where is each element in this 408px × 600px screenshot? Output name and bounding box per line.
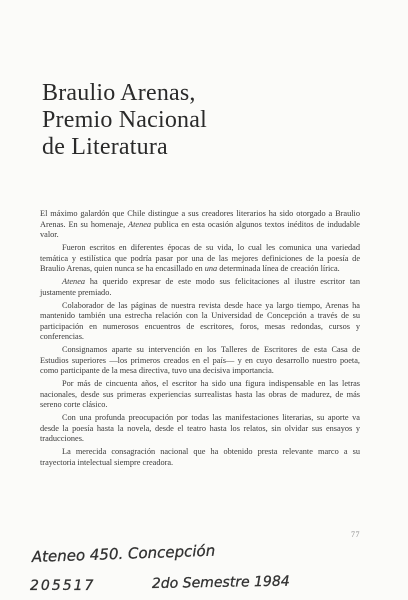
paragraph-2: Fueron escritos en diferentes épocas de su vida, lo cual les comunica una variedad temática y estilística que podría pasar por una de las mejores definiciones de la poesía de Braulio Arenas, quien nunca se ha encasillado en una determinada línea de creación lírica.	[40, 243, 360, 273]
paragraph-1: El máximo galardón que Chile distingue a sus creadores literarios ha sido otorgado a Braulio Arenas. En su homenaje, Atenea publica en esta ocasión algunos textos inéditos de indudable valor.	[40, 209, 360, 239]
paragraph-5: Consignamos aparte su intervención en los Talleres de Escritores de esta Casa de Estudios superiores —los primeros creados en el país— y en cuyo desarrollo nuestro poeta, como participante de la mesa directiva, tuvo una decisiva importancia.	[40, 345, 360, 375]
title-line-2: Premio Nacional	[42, 107, 207, 133]
paragraph-8: La merecida consagración nacional que ha obtenido presta relevante marco a su trayectoria intelectual siempre creadora.	[40, 447, 360, 467]
handwritten-line-2-left: 205517	[30, 578, 96, 594]
journal-name-italic: Atenea	[62, 277, 86, 286]
title-line-3: de Literatura	[42, 134, 168, 160]
title-line-1: Braulio Arenas,	[42, 80, 196, 106]
paragraph-3: Atenea ha querido expresar de este modo sus felicitaciones al ilustre escritor tan justamente premiado.	[40, 277, 360, 297]
paragraph-6: Por más de cincuenta años, el escritor ha sido una figura indispensable en las letras nacionales, desde sus primeras experiencias surrealistas hasta las obras de madurez, de más sereno corte clásico.	[40, 379, 360, 409]
handwritten-annotation	[28, 540, 358, 598]
handwritten-line-2-right: 2do Semestre 1984	[151, 573, 290, 592]
handwritten-line-1: Ateneo 450. Concepción	[31, 541, 216, 566]
journal-name-italic: Atenea	[128, 219, 152, 229]
article-body	[40, 209, 360, 471]
emphasis-italic: una	[204, 264, 218, 273]
page-number: 77	[351, 530, 360, 539]
paragraph-7: Con una profunda preocupación por todas las manifestaciones literarias, su aporte va desde la poesía hasta la novela, desde el teatro hasta los relatos, sin olvidar sus ensayos y traducciones.	[40, 413, 360, 443]
article-title	[42, 80, 362, 161]
paragraph-4: Colaborador de las páginas de nuestra revista desde hace ya largo tiempo, Arenas ha mantenido también una estrecha relación con la Universidad de Concepción a través de su participación en numerosos encuentros de escritores, foros, mesas redondas, cursos y conferencias.	[40, 300, 360, 341]
